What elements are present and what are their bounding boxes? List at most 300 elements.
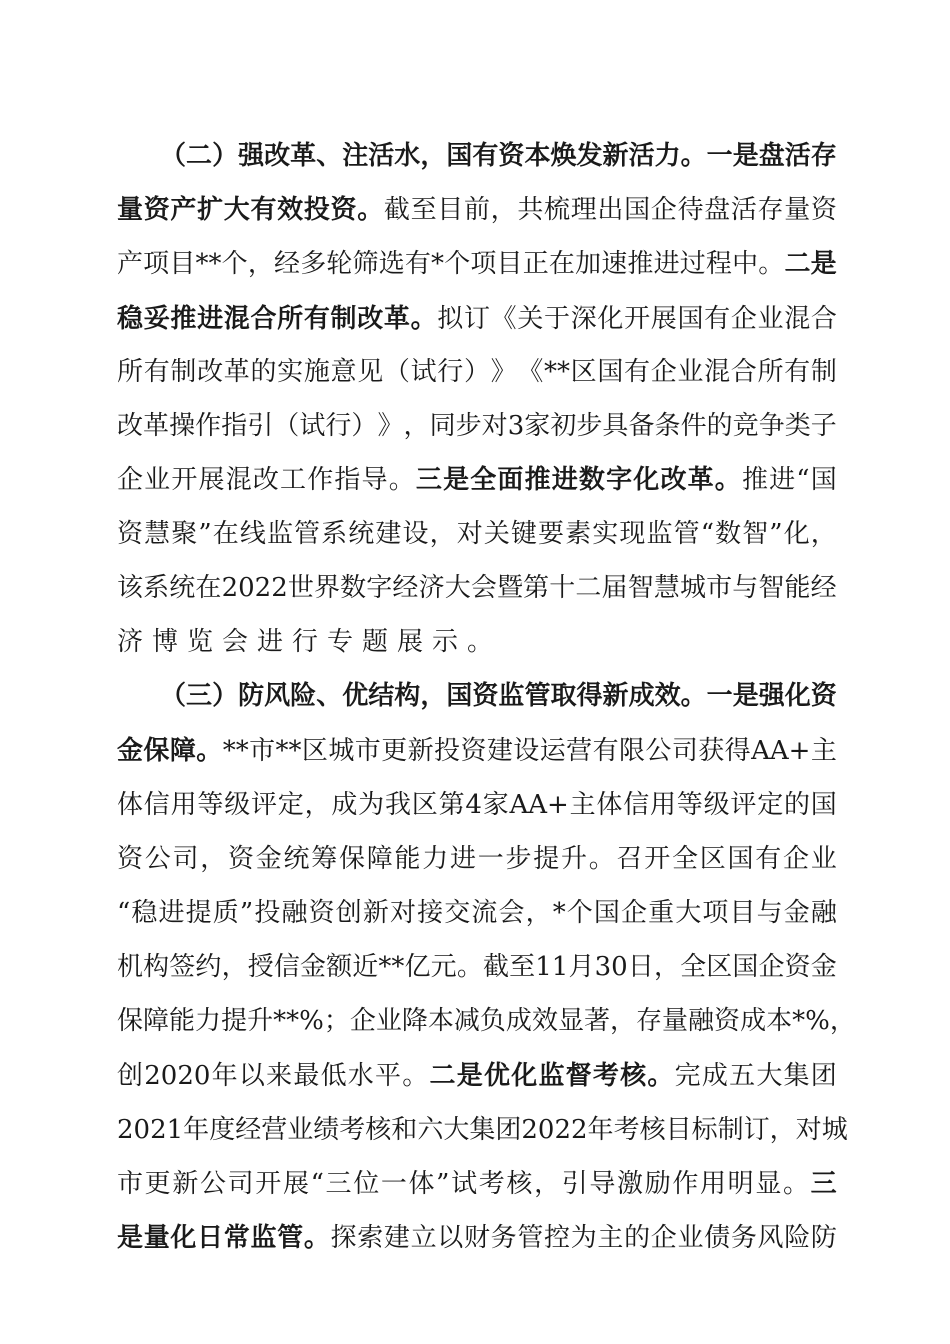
text-segment: 三 [415, 465, 442, 495]
text-segment: 对 [481, 411, 508, 441]
text-segment: 。 [196, 736, 223, 766]
text-segment: 是 [732, 141, 759, 171]
text-segment: ” [239, 898, 254, 928]
text-segment: ** [222, 736, 249, 766]
text-segment: 著 [583, 1006, 610, 1036]
text-segment: 革 [290, 141, 317, 171]
text-line [117, 1216, 837, 1260]
text-segment: 监 [498, 681, 525, 711]
text-segment: 公 [645, 736, 672, 766]
text-segment: 经 [235, 1115, 262, 1145]
text-segment: 降 [401, 1006, 428, 1036]
text-segment: 投 [303, 195, 330, 225]
text-segment: 济博览会进行专题展示。 [117, 627, 503, 657]
text-segment: 革 [687, 465, 714, 495]
text-segment: 竞 [732, 411, 759, 441]
text-segment: 召 [616, 844, 643, 874]
text-segment: 成 [701, 1061, 728, 1091]
text-segment: 进 [551, 465, 578, 495]
text-segment: 效 [531, 1006, 558, 1036]
text-segment: ， [829, 1006, 856, 1036]
text-segment: 显 [557, 1006, 584, 1036]
text-segment: 国 [810, 790, 837, 820]
text-segment: 指 [221, 411, 248, 441]
text-segment: 试 [410, 357, 437, 387]
text-segment: 考 [339, 1115, 366, 1145]
text-segment: 11 [535, 952, 569, 982]
text-segment: 会 [470, 573, 497, 603]
text-segment: 为 [358, 790, 385, 820]
text-line [117, 945, 837, 989]
text-segment: 明 [727, 1169, 754, 1199]
text-segment: 资 [784, 952, 811, 982]
text-segment: 步 [455, 411, 482, 441]
text-segment: 日 [627, 952, 654, 982]
text-segment: 家 [524, 411, 551, 441]
text-segment: 新 [407, 736, 434, 766]
text-segment: 企 [730, 304, 757, 334]
text-segment: 国 [624, 195, 651, 225]
text-segment: 。 [588, 844, 615, 874]
text-segment: 国 [810, 465, 837, 495]
text-segment: 展 [282, 1169, 309, 1199]
text-segment: 力 [422, 844, 449, 874]
text-segment: 30 [594, 952, 628, 982]
text-segment: 暨 [496, 573, 523, 603]
text-segment: * [552, 898, 566, 928]
text-segment: 险 [290, 681, 317, 711]
text-segment: 筹 [311, 844, 338, 874]
text-segment: 核 [620, 1061, 647, 1091]
text-segment: 资 [117, 844, 144, 874]
text-segment: 水 [347, 1061, 374, 1091]
text-segment: 有 [143, 357, 170, 387]
text-segment: 操 [169, 411, 196, 441]
text-segment: ** [195, 249, 222, 279]
text-segment: 业 [287, 1115, 314, 1145]
text-segment: 国 [732, 952, 759, 982]
text-segment: 经 [274, 249, 301, 279]
text-segment: “ [700, 519, 714, 549]
text-segment: 控 [544, 1223, 571, 1253]
text-segment: 管 [294, 519, 321, 549]
text-segment: 成 [628, 681, 655, 711]
text-segment: 区 [706, 952, 733, 982]
text-segment: 财 [463, 1223, 490, 1253]
text-segment: 平 [375, 1061, 402, 1091]
text-segment: 等 [676, 790, 703, 820]
text-segment: 在 [212, 519, 239, 549]
text-segment: 展 [198, 465, 225, 495]
text-segment: 制 [810, 357, 837, 387]
text-segment: 风 [264, 681, 291, 711]
text-segment: 作 [195, 411, 222, 441]
text-segment: 立 [410, 1223, 437, 1253]
text-segment: 。 [714, 465, 741, 495]
text-segment: 信 [273, 952, 300, 982]
text-segment: 激 [617, 1169, 644, 1199]
text-segment: 考 [478, 1169, 505, 1199]
text-segment: 素 [565, 519, 592, 549]
text-segment: 防 [810, 1223, 837, 1253]
text-segment: 慧 [144, 519, 171, 549]
text-segment: ， [247, 249, 274, 279]
text-segment: 引 [561, 1169, 588, 1199]
text-segment: 障 [169, 736, 196, 766]
text-segment: 用 [650, 790, 677, 820]
text-segment: 投 [254, 898, 281, 928]
text-segment: AA+ [509, 790, 569, 820]
text-segment: 经 [810, 573, 837, 603]
text-segment: 二 [429, 1061, 456, 1091]
text-segment: 第 [523, 573, 550, 603]
text-segment: ， [403, 411, 430, 441]
text-segment: 截 [482, 952, 509, 982]
text-segment: 元 [430, 952, 457, 982]
text-segment: 》 [490, 357, 517, 387]
text-segment: 金 [255, 844, 282, 874]
text-segment: 核 [639, 1115, 666, 1145]
text-segment: 线 [239, 519, 266, 549]
text-segment: 目 [665, 1115, 692, 1145]
text-segment: 活 [368, 141, 395, 171]
text-segment: “ [310, 1169, 324, 1199]
text-segment: 争 [758, 411, 785, 441]
text-segment: 新 [602, 681, 629, 711]
text-segment: 初 [550, 411, 577, 441]
text-segment: 约 [195, 952, 222, 982]
text-segment: 区 [699, 844, 726, 874]
text-segment: 推 [170, 304, 197, 334]
text-segment: 能 [394, 844, 421, 874]
text-segment: 全 [672, 844, 699, 874]
text-segment: 展 [650, 304, 677, 334]
text-segment: 设 [402, 519, 429, 549]
text-segment: 程 [705, 249, 732, 279]
text-segment: 于 [544, 304, 571, 334]
text-segment: 关 [517, 304, 544, 334]
text-segment: 资 [472, 681, 499, 711]
text-segment: 个 [221, 249, 248, 279]
text-segment: 实 [277, 357, 304, 387]
text-line [160, 134, 837, 178]
text-segment: 体 [408, 1169, 435, 1199]
text-segment: 导 [361, 465, 388, 495]
text-segment: 有 [592, 736, 619, 766]
text-segment: 革 [143, 411, 170, 441]
text-segment: 负 [479, 1006, 506, 1036]
text-segment: 等 [197, 790, 224, 820]
text-segment: 的 [250, 357, 277, 387]
text-segment: 限 [618, 736, 645, 766]
text-segment: 亿 [404, 952, 431, 982]
text-segment: 开 [255, 1169, 282, 1199]
text-segment: 探 [330, 1223, 357, 1253]
text-segment: 面 [497, 465, 524, 495]
text-segment: 险 [784, 1223, 811, 1253]
text-segment: 量 [143, 1223, 170, 1253]
text-segment: 评 [250, 790, 277, 820]
text-segment: 流 [471, 898, 498, 928]
text-segment: 主 [597, 1223, 624, 1253]
text-segment: 核 [365, 1115, 392, 1145]
text-segment: 国 [597, 357, 624, 387]
text-segment: 开 [624, 304, 651, 334]
text-segment: 在 [195, 573, 222, 603]
text-segment: 保 [143, 736, 170, 766]
text-segment: ， [420, 141, 447, 171]
text-segment: 日 [197, 1223, 224, 1253]
text-segment: 司 [227, 1169, 254, 1199]
text-line [117, 1054, 837, 1098]
text-segment: 监 [646, 519, 673, 549]
text-segment: 。 [357, 195, 384, 225]
text-segment: 监 [538, 1061, 565, 1091]
text-segment: 。 [758, 249, 785, 279]
text-segment: 进 [769, 465, 796, 495]
text-segment: 2022 [521, 1115, 588, 1145]
text-segment: 业 [677, 357, 704, 387]
text-segment: 本 [427, 1006, 454, 1036]
text-segment: 一 [706, 141, 733, 171]
text-segment: 建 [383, 1223, 410, 1253]
text-segment: 改 [660, 465, 687, 495]
text-segment: 升 [561, 844, 588, 874]
text-segment: 成 [505, 1006, 532, 1036]
text-segment: 字 [606, 465, 633, 495]
text-segment: 城 [679, 573, 706, 603]
text-segment: 截 [383, 195, 410, 225]
text-segment: 梳 [544, 195, 571, 225]
text-segment: 多 [300, 249, 327, 279]
text-line [117, 1108, 848, 1152]
text-segment: 度 [209, 1115, 236, 1145]
text-segment: 接 [417, 898, 444, 928]
text-segment: 是 [117, 1223, 144, 1253]
text-segment: 新 [172, 1169, 199, 1199]
text-segment: 推 [524, 465, 551, 495]
text-segment: 运 [539, 736, 566, 766]
text-segment: 更 [381, 736, 408, 766]
text-segment: 制 [717, 1115, 744, 1145]
text-segment: 与 [756, 898, 783, 928]
text-segment: 用 [170, 790, 197, 820]
text-segment: *% [792, 1006, 830, 1036]
text-segment: 焕 [550, 141, 577, 171]
text-segment: 4 [465, 790, 482, 820]
text-segment: 集 [783, 1061, 810, 1091]
text-segment: 年 [587, 1115, 614, 1145]
text-segment: 新 [602, 141, 629, 171]
text-segment: 活 [784, 141, 811, 171]
text-segment: 力 [654, 141, 681, 171]
text-segment: 工 [280, 465, 307, 495]
text-segment: 。 [410, 304, 437, 334]
text-segment: 城 [328, 736, 355, 766]
text-segment: 企 [621, 898, 648, 928]
text-segment: 有 [784, 357, 811, 387]
text-segment: 建 [375, 519, 402, 549]
text-segment: 经 [392, 573, 419, 603]
text-segment: 城 [821, 1115, 848, 1145]
text-segment: 一 [706, 681, 733, 711]
text-line [117, 999, 856, 1043]
text-segment: 水 [394, 141, 421, 171]
text-segment: 进 [197, 304, 224, 334]
text-segment: 速 [601, 249, 628, 279]
text-segment: 本 [766, 1006, 793, 1036]
text-segment: 量 [662, 1006, 689, 1036]
text-segment: 索 [357, 1223, 384, 1253]
text-segment: 国 [593, 898, 620, 928]
text-segment: 显 [755, 1169, 782, 1199]
text-segment: ” [769, 519, 783, 549]
text-segment: 。 [782, 1169, 809, 1199]
text-segment: 业 [144, 465, 171, 495]
text-line [117, 837, 837, 881]
text-segment: 监 [266, 519, 293, 549]
text-segment: 信 [623, 790, 650, 820]
text-segment: 月 [568, 952, 595, 982]
text-segment: 。 [647, 1061, 674, 1091]
text-segment: ， [304, 790, 331, 820]
text-line [117, 1162, 837, 1206]
text-segment: 资 [308, 898, 335, 928]
text-segment: 减 [453, 1006, 480, 1036]
text-segment: 现 [619, 519, 646, 549]
text-segment: （ [160, 681, 187, 711]
text-segment: 改 [252, 465, 279, 495]
text-segment: 存 [636, 1006, 663, 1036]
text-segment: 革 [223, 357, 250, 387]
text-segment: 位 [353, 1169, 380, 1199]
text-segment: 类 [784, 411, 811, 441]
text-segment: 额 [326, 952, 353, 982]
text-segment: 条 [654, 411, 681, 441]
text-segment: 资 [117, 519, 144, 549]
text-segment: 提 [185, 898, 212, 928]
text-segment: 得 [724, 736, 751, 766]
text-segment: 系 [321, 519, 348, 549]
text-segment: 量 [117, 195, 144, 225]
text-segment: 建 [486, 736, 513, 766]
text-segment: 对 [389, 898, 416, 928]
text-segment: 。 [303, 1223, 330, 1253]
text-segment: 步 [505, 844, 532, 874]
text-segment: 大 [444, 573, 471, 603]
text-segment: 有 [472, 141, 499, 171]
text-segment: 一 [477, 844, 504, 874]
text-segment: 近 [352, 952, 379, 982]
text-segment: 第 [438, 790, 465, 820]
text-segment: 企 [349, 1006, 376, 1036]
text-segment: 世 [287, 573, 314, 603]
text-segment: 筛 [352, 249, 379, 279]
text-segment: 个 [566, 898, 593, 928]
text-segment: 慧 [653, 573, 680, 603]
text-segment: 主 [569, 790, 596, 820]
text-segment: 目 [729, 898, 756, 928]
text-segment: 目 [437, 195, 464, 225]
text-segment: 务 [730, 1223, 757, 1253]
text-segment: 团 [810, 1061, 837, 1091]
text-segment: 有 [404, 249, 431, 279]
text-segment: 司 [172, 844, 199, 874]
text-segment: 市 [249, 736, 276, 766]
text-segment: 务 [490, 1223, 517, 1253]
text-segment: 评 [730, 790, 757, 820]
text-segment: 存 [757, 195, 784, 225]
text-segment: 量 [784, 195, 811, 225]
text-segment: 键 [510, 519, 537, 549]
text-segment: 妥 [143, 304, 170, 334]
text-segment: 市 [117, 1169, 144, 1199]
text-segment: 智 [627, 573, 654, 603]
text-segment: 二 [575, 573, 602, 603]
text-segment: 项 [470, 249, 497, 279]
text-segment: 盘 [758, 141, 785, 171]
text-segment: 化 [784, 681, 811, 711]
text-segment: 年 [183, 1115, 210, 1145]
text-segment: 合 [250, 304, 277, 334]
text-segment: ， [609, 1006, 636, 1036]
text-line [117, 566, 837, 610]
text-segment: ” [198, 519, 212, 549]
text-segment: ” [436, 1169, 450, 1199]
text-segment: 产 [117, 249, 144, 279]
text-segment: 优 [342, 681, 369, 711]
text-segment: ， [420, 681, 447, 711]
text-segment: 作 [672, 1169, 699, 1199]
text-segment: 以 [238, 1061, 265, 1091]
text-segment: 资 [143, 195, 170, 225]
text-segment: 本 [524, 141, 551, 171]
text-segment: 以 [437, 1223, 464, 1253]
text-segment: 合 [730, 357, 757, 387]
text-segment: ， [429, 519, 456, 549]
text-segment: 制 [330, 304, 357, 334]
text-segment: 得 [576, 681, 603, 711]
text-segment: 区 [301, 736, 328, 766]
text-segment: 过 [679, 249, 706, 279]
text-segment: 是 [443, 465, 470, 495]
text-segment: 我 [384, 790, 411, 820]
text-segment: 营 [566, 736, 593, 766]
text-segment: 导 [589, 1169, 616, 1199]
text-segment: 提 [221, 1006, 248, 1036]
text-segment: 项 [702, 898, 729, 928]
text-segment: 司 [671, 736, 698, 766]
text-segment: 济 [418, 573, 445, 603]
text-segment: 团 [495, 1115, 522, 1145]
text-segment: 力 [195, 1006, 222, 1036]
text-segment: * [431, 249, 445, 279]
text-segment: 改 [357, 304, 384, 334]
text-segment: 届 [601, 573, 628, 603]
text-segment: 是 [456, 1061, 483, 1091]
text-segment: 推 [741, 465, 768, 495]
text-segment: 共 [517, 195, 544, 225]
text-segment: 合 [810, 304, 837, 334]
text-segment: 中 [732, 249, 759, 279]
text-segment: 交 [444, 898, 471, 928]
text-segment: 区 [570, 357, 597, 387]
text-segment: 授 [247, 952, 274, 982]
text-segment: 2021 [117, 1115, 184, 1145]
text-segment: 有 [624, 357, 651, 387]
text-segment: 资 [714, 1006, 741, 1036]
text-segment: 融 [810, 898, 837, 928]
